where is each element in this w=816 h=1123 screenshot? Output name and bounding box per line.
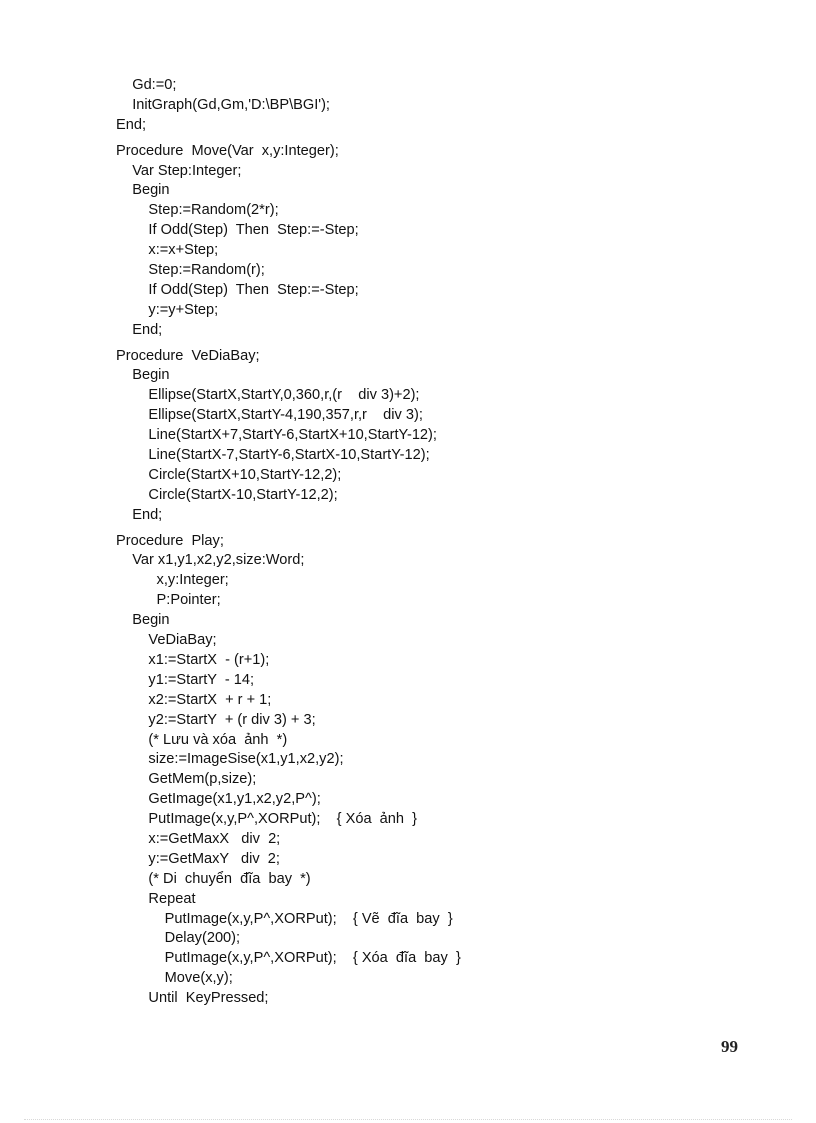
code-line: y:=y+Step; <box>116 301 219 318</box>
code-line: Procedure Play; <box>116 532 224 549</box>
code-line: Var x1,y1,x2,y2,size:Word; <box>116 552 305 569</box>
code-line: Circle(StartX-10,StartY-12,2); <box>116 486 338 503</box>
code-line: Begin <box>116 182 170 199</box>
code-line: End; <box>116 321 163 338</box>
code-line: Ellipse(StartX,StartY-4,190,357,r,r div 3); <box>116 407 423 424</box>
code-line: Procedure VeDiaBay; <box>116 347 260 364</box>
code-line: (* Lưu và xóa ảnh *) <box>116 731 288 748</box>
code-line: PutImage(x,y,P^,XORPut); { Vẽ đĩa bay } <box>116 910 453 927</box>
code-line: x,y:Integer; <box>116 572 229 589</box>
code-line: P:Pointer; <box>116 592 221 609</box>
code-line: PutImage(x,y,P^,XORPut); { Xóa đĩa bay } <box>116 950 461 967</box>
code-line: PutImage(x,y,P^,XORPut); { Xóa ảnh } <box>116 811 418 828</box>
code-line: End; <box>116 116 147 133</box>
bottom-divider <box>24 1119 792 1120</box>
code-line: InitGraph(Gd,Gm,'D:\BP\BGI'); <box>116 96 330 113</box>
code-line: Until KeyPressed; <box>116 990 269 1007</box>
code-line: Step:=Random(2*r); <box>116 202 279 219</box>
code-line: Move(x,y); <box>116 970 233 987</box>
code-line: x:=x+Step; <box>116 242 219 259</box>
code-line: GetImage(x1,y1,x2,y2,P^); <box>116 791 321 808</box>
code-line: Begin <box>116 367 170 384</box>
code-line: Line(StartX-7,StartY-6,StartX-10,StartY-12); <box>116 447 430 464</box>
code-line: GetMem(p,size); <box>116 771 257 788</box>
code-line: Var Step:Integer; <box>116 162 242 179</box>
code-line: Delay(200); <box>116 930 241 947</box>
code-line: Begin <box>116 612 170 629</box>
code-listing <box>116 76 756 1009</box>
code-line: VeDiaBay; <box>116 632 217 649</box>
code-line: Procedure Move(Var x,y:Integer); <box>116 142 339 159</box>
code-line: x:=GetMaxX div 2; <box>116 830 281 847</box>
code-line: x2:=StartX + r + 1; <box>116 691 272 708</box>
code-line: y2:=StartY + (r div 3) + 3; <box>116 711 316 728</box>
code-line: Repeat <box>116 890 196 907</box>
code-line: Line(StartX+7,StartY-6,StartX+10,StartY-12); <box>116 427 437 444</box>
page-number: 99 <box>721 1037 738 1056</box>
code-line: If Odd(Step) Then Step:=-Step; <box>116 222 359 239</box>
code-line: If Odd(Step) Then Step:=-Step; <box>116 281 359 298</box>
code-line: (* Di chuyển đĩa bay *) <box>116 870 311 887</box>
code-line: End; <box>116 506 163 523</box>
code-line: size:=ImageSise(x1,y1,x2,y2); <box>116 751 344 768</box>
code-line: Gd:=0; <box>116 77 177 93</box>
code-line: Circle(StartX+10,StartY-12,2); <box>116 466 342 483</box>
code-line: x1:=StartX - (r+1); <box>116 651 270 668</box>
code-line: y:=GetMaxY div 2; <box>116 850 280 867</box>
code-line: y1:=StartY - 14; <box>116 671 255 688</box>
code-line: Step:=Random(r); <box>116 262 265 279</box>
code-line: Ellipse(StartX,StartY,0,360,r,(r div 3)+2); <box>116 387 420 404</box>
